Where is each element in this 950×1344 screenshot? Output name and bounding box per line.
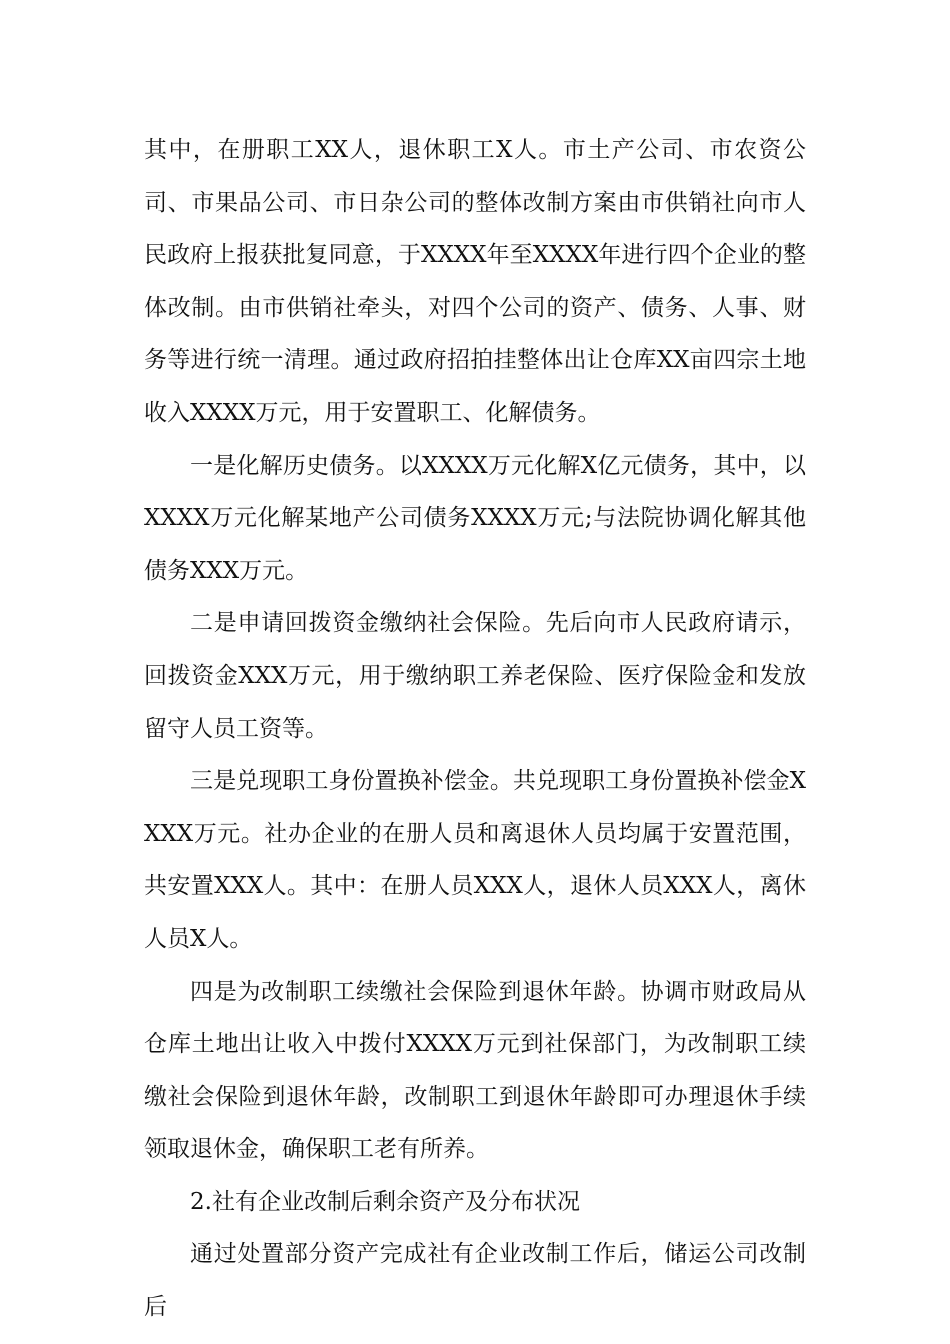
paragraph-compensation: 三是兑现职工身份置换补偿金。共兑现职工身份置换补偿金XXXX万元。社办企业的在册人员和离退休人员均属于安置范围，共安置XXX人。其中：在册人员XXX人，退休人员XXX人，离休人员X人。 bbox=[144, 768, 806, 952]
paragraph-continued-insurance: 四是为改制职工续缴社会保险到退休年龄。协调市财政局从仓库土地出让收入中拨付XXXX万元到社保部门，为改制职工续缴社会保险到退休年龄，改制职工到退休年龄即可办理退休手续领取退休金，确保职工老有所养。 bbox=[144, 978, 806, 1163]
paragraph-remaining-assets: 通过处置部分资产完成社有企业改制工作后，储运公司改制后 bbox=[144, 1241, 806, 1321]
section-heading: 2.社有企业改制后剩余资产及分布状况 bbox=[190, 1188, 580, 1215]
paragraph-social-insurance: 二是申请回拨资金缴纳社会保险。先后向市人民政府请示，回拨资金XXX万元，用于缴纳职工养老保险、医疗保险金和发放留守人员工资等。 bbox=[144, 610, 806, 742]
paragraph-debt-resolution: 一是化解历史债务。以XXXX万元化解X亿元债务，其中，以XXXX万元化解某地产公司债务XXXX万元;与法院协调化解其他债务XXX万元。 bbox=[144, 452, 806, 584]
document-page bbox=[144, 124, 806, 1334]
paragraph-intro: 其中，在册职工XX人，退休职工X人。市土产公司、市农资公司、市果品公司、市日杂公司的整体改制方案由市供销社向市人民政府上报获批复同意，于XXXX年至XXXX年进行四个企业的整体改制。由市供销社牵头，对四个公司的资产、债务、人事、财务等进行统一清理。通过政府招拍挂整体出让仓库XX亩四宗土地收入XXXX万元，用于安置职工、化解债务。 bbox=[144, 137, 806, 426]
